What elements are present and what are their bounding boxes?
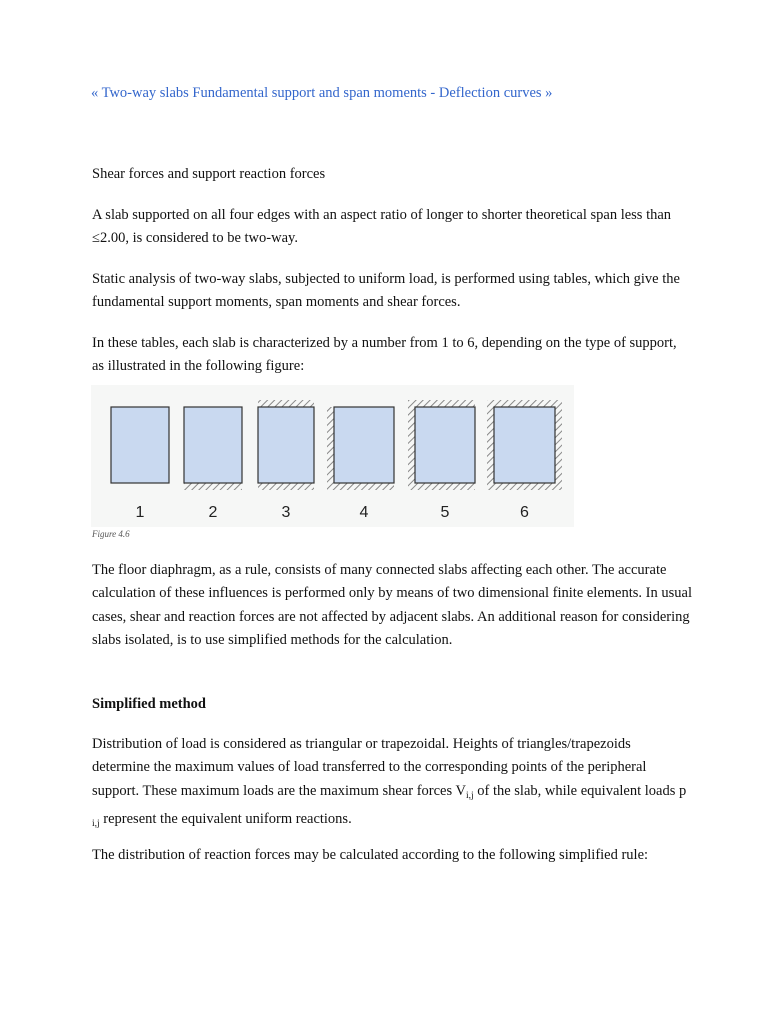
slab-2 [184, 407, 242, 483]
slab-3-fixed-top [258, 400, 314, 407]
slab-6 [494, 407, 555, 483]
heading-simplified-method [92, 693, 692, 716]
paragraph-floor-diaphragm: The floor diaphragm, as a rule, consists of many connected slabs affecting each other. The accurate calculation of these influences is performed only by means of two dimensional finite elements. In usual cases, shear and reaction forces are not affected by adjacent slabs. An additional reason for considering slabs isolated, is to use simplified methods for the calculation. [92, 562, 692, 648]
paragraph-reaction-rule: The distribution of reaction forces may be calculated according to the following simplified rule: [92, 847, 649, 863]
slab-number-label: 4 [359, 504, 369, 521]
paragraph-slab-numbering: In these tables, each slab is characterized by a number from 1 to 6, depending on the type of support, as illustrated in the following figure: [92, 335, 677, 375]
slab-5-fixed-top [408, 400, 475, 407]
slab-6-fixed-left [487, 407, 494, 483]
slab-support-figure [91, 385, 574, 527]
load-distribution-text-c: represent the equivalent uniform reactions. [99, 810, 352, 827]
shear-force-subscript: i,j [465, 790, 474, 801]
slab-number-label: 1 [135, 504, 145, 521]
slab-6-fixed-bottom [487, 483, 562, 490]
slab-number-label: 3 [281, 504, 291, 521]
slab-5-fixed-bottom [408, 483, 475, 490]
heading-simplified-method-text: Simplified method [92, 696, 206, 712]
slab-5-fixed-left [408, 407, 415, 483]
slab-3-fixed-bottom [258, 483, 314, 490]
slab-support-diagram [91, 385, 574, 527]
slab-5 [415, 407, 475, 483]
load-distribution-text-b: of the slab, while equivalent loads p [473, 782, 687, 799]
slab-6-fixed-right [555, 407, 562, 483]
slab-4-fixed-left [327, 407, 334, 483]
equivalent-load-subscript: i,j [92, 818, 100, 829]
paragraph-load-distribution [92, 733, 692, 836]
section-title: Shear forces and support reaction forces [92, 166, 326, 182]
paragraph-static-analysis: Static analysis of two-way slabs, subjected to uniform load, is performed using tables, which give the fundamental support moments, span moments and shear forces. [92, 271, 680, 311]
paragraph-two-way-definition: A slab supported on all four edges with an aspect ratio of longer to shorter theoretical span less than ≤2.00, is considered to be two-way. [92, 207, 672, 247]
slab-2-fixed-bottom [184, 483, 242, 490]
slab-4-fixed-bottom [327, 483, 394, 490]
slab-4 [334, 407, 394, 483]
series-nav-link[interactable]: « Two-way slabs Fundamental support and span moments - Deflection curves » [91, 85, 553, 101]
figure-caption: Figure 4.6 [92, 529, 130, 539]
slab-number-label: 2 [208, 504, 218, 521]
load-distribution-text-a: Distribution of load is considered as triangular or trapezoidal. Heights of triangles/trapezoids determine the maximum values of load transferred to the corresponding points of the peripheral support. These maximum loads are the maximum shear forces V [92, 736, 647, 799]
slab-number-label: 5 [440, 504, 450, 521]
slab-3 [258, 407, 314, 483]
slab-number-label: 6 [520, 504, 529, 521]
slab-6-fixed-top [487, 400, 562, 407]
slab-1 [111, 407, 169, 483]
